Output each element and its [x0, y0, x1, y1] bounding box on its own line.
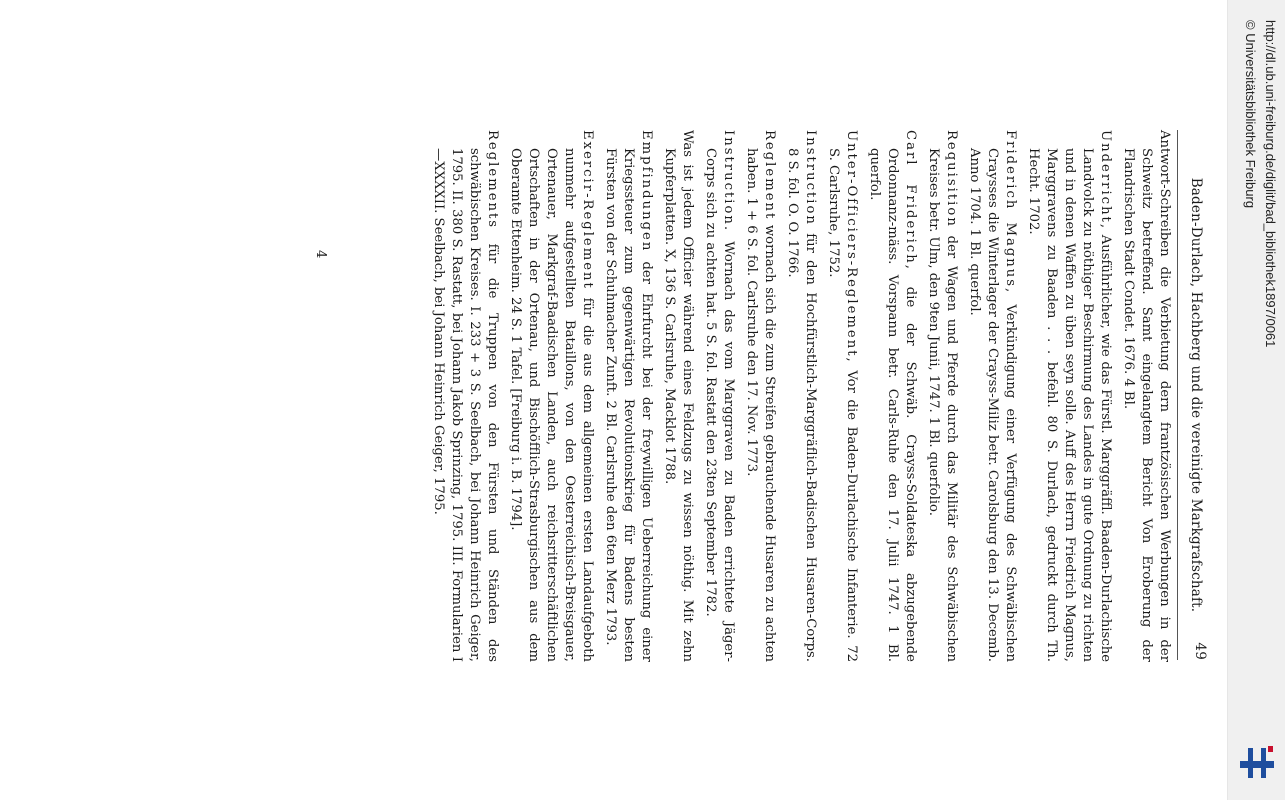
- entry-text: für die Truppen von den Fürsten und Ständen des schwäbischen Kreises. I. 233 + 3 S. Seelbach, bei Johann Heinrich Geiger, 1795. II. 380 S. Rastatt, bei Johann Jakob Sprinzing, 1795. III. Formularien I—XXXXII. Seelbach, bei Johann Heinrich Geiger, 1795.: [431, 148, 500, 662]
- bibliography-entry: [924, 130, 960, 662]
- entry-text: Ausführlicher, wie das Fürstl. Marggräffl. Baaden-Durlachische Landvolck zu nöthiger Beschirmung des Landes in gute Ordnung zu richten und in denen Waffen zu üben seyn solle. Auff des Herrn Friedrich Magnus, Marggravens zu Baaden . . . befehl. 80 S. Durlach, gedruckt durch Th. Hecht. 1702.: [1026, 148, 1113, 662]
- running-title: Baden-Durlach, Hachberg und die vereinigte Markgrafschaft.: [1188, 177, 1204, 613]
- page-content: [424, 130, 1228, 663]
- bibliography-entry: [601, 130, 655, 662]
- entry-keyword: Reglements: [485, 130, 500, 230]
- signature-mark: 4: [313, 250, 328, 259]
- entry-keyword: Underricht,: [1098, 130, 1113, 231]
- entry-text: Wornach das vom Marggraven zu Baden errichtete Jäger-Corps sich zu achten hat. 5 S. fol. Rastatt den 23ten September 1782.: [703, 148, 736, 662]
- bibliography-entry: [1119, 130, 1173, 662]
- entry-keyword: Requisition: [944, 130, 959, 228]
- logo-stem-left: [1248, 748, 1253, 778]
- entry-text: Was ist jedem Officier während eines Feldzugs zu wissen nöthig. Mit zehn Kupferplatten. X, 136 S. Carlsruhe, Macklot 1788.: [662, 130, 695, 662]
- bibliography-entry: [1024, 130, 1114, 662]
- entry-text: der Ehrfurcht bei der freywilligen Ueberreichung einer Kriegssteuer zum gegenwärtigen Revolutionskrieg für Badens besten Fürsten von der Schuhmacher Zunft. 2 Bl. Carlsruhe den 6ten Merz 1793.: [603, 148, 654, 662]
- sidebar-text: [1240, 20, 1280, 800]
- bibliography-entry: [783, 130, 819, 662]
- entry-keyword: Empfindungen: [639, 130, 654, 253]
- entry-keyword: Instruction: [803, 130, 818, 226]
- running-header: [1177, 130, 1218, 660]
- entry-text: Verkündigung einer Verfügung des Schwäbischen Craysses die Winterlager der Crayss-Miliz betr. Carolsburg den 13. Decemb. Anno 1704. 1 Bl. querfol.: [967, 148, 1018, 663]
- bibliography-entry: [865, 130, 919, 662]
- page-number: 49: [1192, 642, 1208, 660]
- bibliography-entry: [660, 130, 696, 662]
- entry-keyword: Exercir-Reglement: [580, 130, 595, 290]
- ub-freiburg-logo-icon[interactable]: [1238, 744, 1276, 778]
- source-url[interactable]: http://dl.ub.uni-freiburg.de/diglit/bad_bibliothek1897/0061: [1263, 20, 1278, 348]
- bibliography-entry: [824, 130, 860, 662]
- entry-keyword: Unter-Officiers-Reglement,: [844, 130, 859, 364]
- entry-text: der Wagen und Pferde durch das Militär des Schwäbischen Kreises betr. Ulm, den 9ten Junii, 1747. 1 Bl. querfolio.: [926, 148, 959, 662]
- bibliography-entry: [742, 130, 778, 662]
- entry-text: für die aus dem allgemeinen ersten Landaufgeboth nunmehr aufgestellten Bataillons, von den Oesterreichisch-Breisgauer, Ortenauer, Markgraf-Baadischen Landen, auch reichsritterschäftlichen Ortschaften in der Ortenau, und Bischöfflich-Strasburgischen aus dem Oberamte Ettenheim. 24 S. 1 Tafel. [Freiburg i. B. 1794].: [508, 148, 595, 662]
- entry-text: Vor die Baden-Durlachische Infanterie. 72 S. Carlsruhe, 1752.: [826, 148, 859, 662]
- copyright-notice: © Universitätsbibliothek Freiburg: [1243, 20, 1258, 209]
- entry-keyword: Friderich Magnus,: [1003, 130, 1018, 295]
- entry-keyword: Reglement: [762, 130, 777, 221]
- entry-keyword: Instruction.: [721, 130, 736, 233]
- entry-text: Antwort-Schreiben die Verbietung dern frantzösischen Werbungen in der Schweitz betreffend. Samt eingelangtem Bericht Von Eroberung der Flandrischen Stadt Condet. 1676. 4 Bl.: [1121, 130, 1172, 662]
- bibliography-entry: [701, 130, 737, 662]
- entry-text: die der Schwäb. Crayss-Soldateska abzugebende Ordonnanz-mäss. Vorspann betr. Carls-Ruhe den 17. Julii 1747. 1 Bl. querfol.: [867, 148, 918, 662]
- bibliography-entry: [965, 130, 1019, 662]
- bibliography-entry: [506, 130, 596, 662]
- entry-text: wornach sich die zum Streifen gebrauchende Husaren zu achten haben. 1 + 6 S. fol. Carlsruhe den 17. Nov. 1773.: [744, 148, 777, 662]
- viewer-sidebar: [1227, 0, 1285, 800]
- bibliography-list: [429, 130, 1177, 662]
- logo-bar: [1240, 761, 1274, 768]
- entry-keyword: Carl Friderich,: [903, 130, 918, 271]
- logo-accent: [1268, 746, 1273, 752]
- bibliography-entry: [429, 130, 501, 662]
- logo-stem-right: [1261, 748, 1266, 778]
- entry-text: für den Hochfürstlich-Marggräflich-Badischen Husaren-Corps. 8 S. fol. O. O. 1766.: [785, 148, 818, 662]
